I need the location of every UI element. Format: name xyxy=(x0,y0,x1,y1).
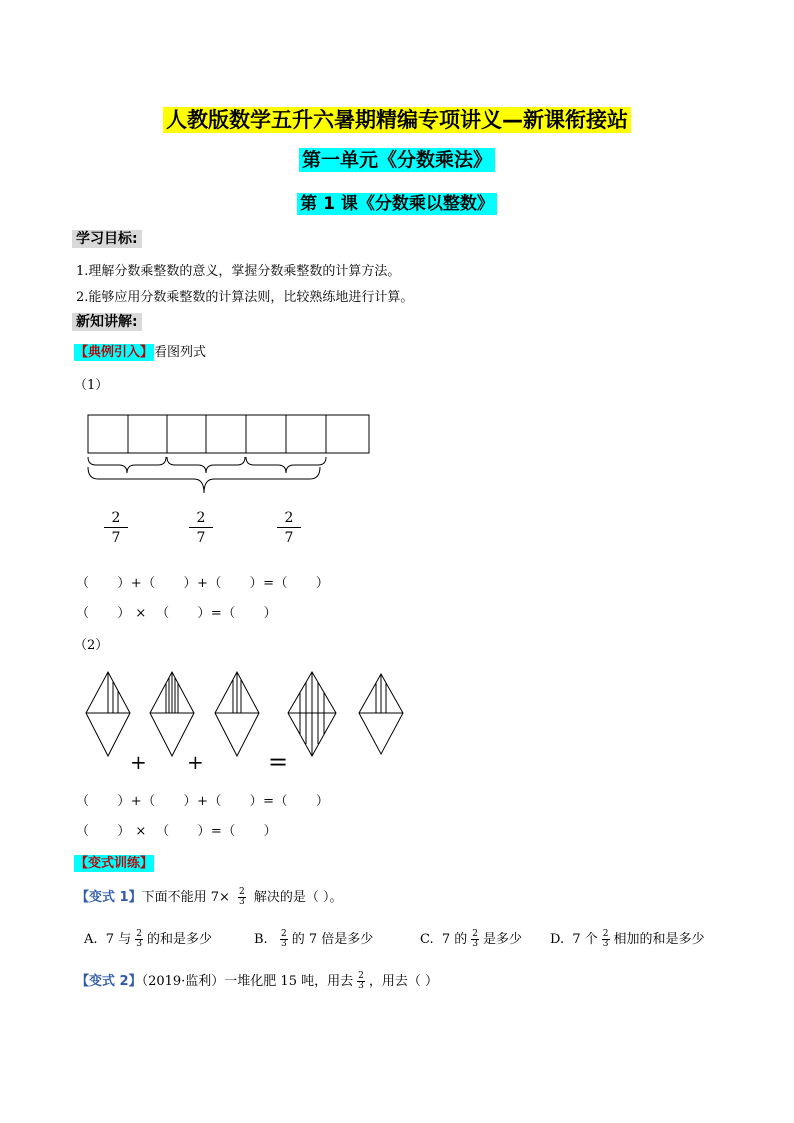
part1-sum-blanks[interactable]: （ ）+（ ）+（ ）=（ ） xyxy=(76,576,330,591)
example-tag: 【典例引入】 xyxy=(75,345,154,360)
part1-product-blanks[interactable]: （ ） × （ ）=（ ） xyxy=(76,606,278,621)
fraction-numerator: 2 xyxy=(280,929,287,939)
fraction-denominator: 3 xyxy=(602,939,609,949)
question-2-text-before: （2019·监利）一堆化肥 15 吨，用去 xyxy=(141,974,354,989)
plus-sign: + xyxy=(187,750,204,774)
fraction-denominator: 7 xyxy=(111,530,121,546)
fraction-2-3 xyxy=(357,972,365,991)
lesson-title-text: 第 1 课《分数乘以整数》 xyxy=(297,193,497,215)
question-1 xyxy=(76,886,343,907)
new-knowledge-heading xyxy=(72,311,142,331)
large-brace xyxy=(88,467,320,493)
rhombus-shape xyxy=(86,672,130,756)
fraction-numerator: 2 xyxy=(189,510,213,528)
option-post: 的 7 倍是多少 xyxy=(291,932,374,947)
fraction-denominator: 3 xyxy=(136,939,142,949)
part2-sum-blanks[interactable]: （ ）+（ ）+（ ）=（ ） xyxy=(76,794,330,809)
fraction-numerator: 2 xyxy=(602,929,609,939)
new-knowledge-heading-text: 新知讲解: xyxy=(72,313,142,331)
lesson-title xyxy=(0,189,794,214)
option-post: 是多少 xyxy=(483,932,523,947)
strip-diagram xyxy=(80,405,380,497)
fraction-2-7 xyxy=(189,510,213,548)
unit-title xyxy=(0,145,794,172)
fraction-2-3 xyxy=(602,930,610,949)
strip-outline xyxy=(88,415,369,453)
example-instruction: 看图列式 xyxy=(154,345,207,360)
goals-heading xyxy=(72,228,142,248)
option-a[interactable] xyxy=(84,928,212,949)
fraction-numerator: 2 xyxy=(277,510,301,528)
fraction-numerator: 2 xyxy=(104,510,128,528)
part1-label: （1） xyxy=(74,378,109,393)
fraction-numerator: 2 xyxy=(472,929,479,939)
fraction-2-7 xyxy=(277,510,301,548)
rhombus-shape xyxy=(288,672,336,756)
question-1-text-before: 下面不能用 7× xyxy=(141,890,230,905)
practice-heading xyxy=(74,852,154,871)
fraction-numerator: 2 xyxy=(136,929,142,939)
option-post: 的和是多少 xyxy=(146,932,212,947)
question-2-label: 【变式 2】 xyxy=(76,974,142,989)
goal-item-1: 1.理解分数乘整数的意义，掌握分数乘整数的计算方法。 xyxy=(76,264,401,279)
example-line xyxy=(74,341,206,360)
fraction-numerator: 2 xyxy=(358,971,364,981)
equals-sign: = xyxy=(268,748,289,776)
fraction-2-3 xyxy=(280,930,288,949)
option-letter: B. xyxy=(254,932,268,947)
option-pre: 7 与 xyxy=(105,932,132,947)
question-1-text-after: 解决的是（ ）。 xyxy=(253,890,343,905)
goals-heading-text: 学习目标: xyxy=(72,230,142,248)
small-brace xyxy=(246,457,326,473)
fraction-denominator: 3 xyxy=(280,939,287,949)
part2-product-blanks[interactable]: （ ） × （ ）=（ ） xyxy=(76,824,278,839)
small-brace xyxy=(88,457,166,473)
goal-item-2: 2.能够应用分数乘整数的计算法则，比较熟练地进行计算。 xyxy=(76,290,414,305)
rhombus-shape xyxy=(150,672,194,756)
option-pre: 7 的 xyxy=(441,932,468,947)
option-d[interactable] xyxy=(550,928,705,949)
option-letter: C. xyxy=(420,932,434,947)
fraction-2-3 xyxy=(135,930,143,949)
fraction-denominator: 3 xyxy=(358,981,364,991)
document-title-text: 人教版数学五升六暑期精编专项讲义—新课衔接站 xyxy=(163,107,631,133)
option-c[interactable] xyxy=(420,928,522,949)
document-title xyxy=(0,104,794,134)
fraction-denominator: 3 xyxy=(472,939,479,949)
fraction-2-7 xyxy=(104,510,128,548)
rhombus-shape xyxy=(359,674,403,754)
fraction-denominator: 7 xyxy=(284,530,294,546)
question-2 xyxy=(76,970,438,991)
question-2-text-after: ，用去（ ） xyxy=(368,974,438,989)
fraction-numerator: 2 xyxy=(239,887,245,897)
rhombus-shape xyxy=(215,672,259,756)
small-brace xyxy=(167,457,245,473)
option-post: 相加的和是多少 xyxy=(613,932,705,947)
question-1-label: 【变式 1】 xyxy=(76,890,142,905)
option-b[interactable] xyxy=(254,928,373,949)
option-letter: A. xyxy=(84,932,98,947)
part2-label: （2） xyxy=(74,638,109,653)
unit-title-text: 第一单元《分数乘法》 xyxy=(299,148,495,172)
fraction-denominator: 3 xyxy=(239,897,245,907)
fraction-denominator: 7 xyxy=(196,530,206,546)
fraction-2-3 xyxy=(238,888,246,907)
practice-tag: 【变式训练】 xyxy=(75,856,154,871)
plus-sign: + xyxy=(130,750,147,774)
option-letter: D. xyxy=(550,932,565,947)
option-pre: 7 个 xyxy=(572,932,598,947)
fraction-2-3 xyxy=(471,930,479,949)
